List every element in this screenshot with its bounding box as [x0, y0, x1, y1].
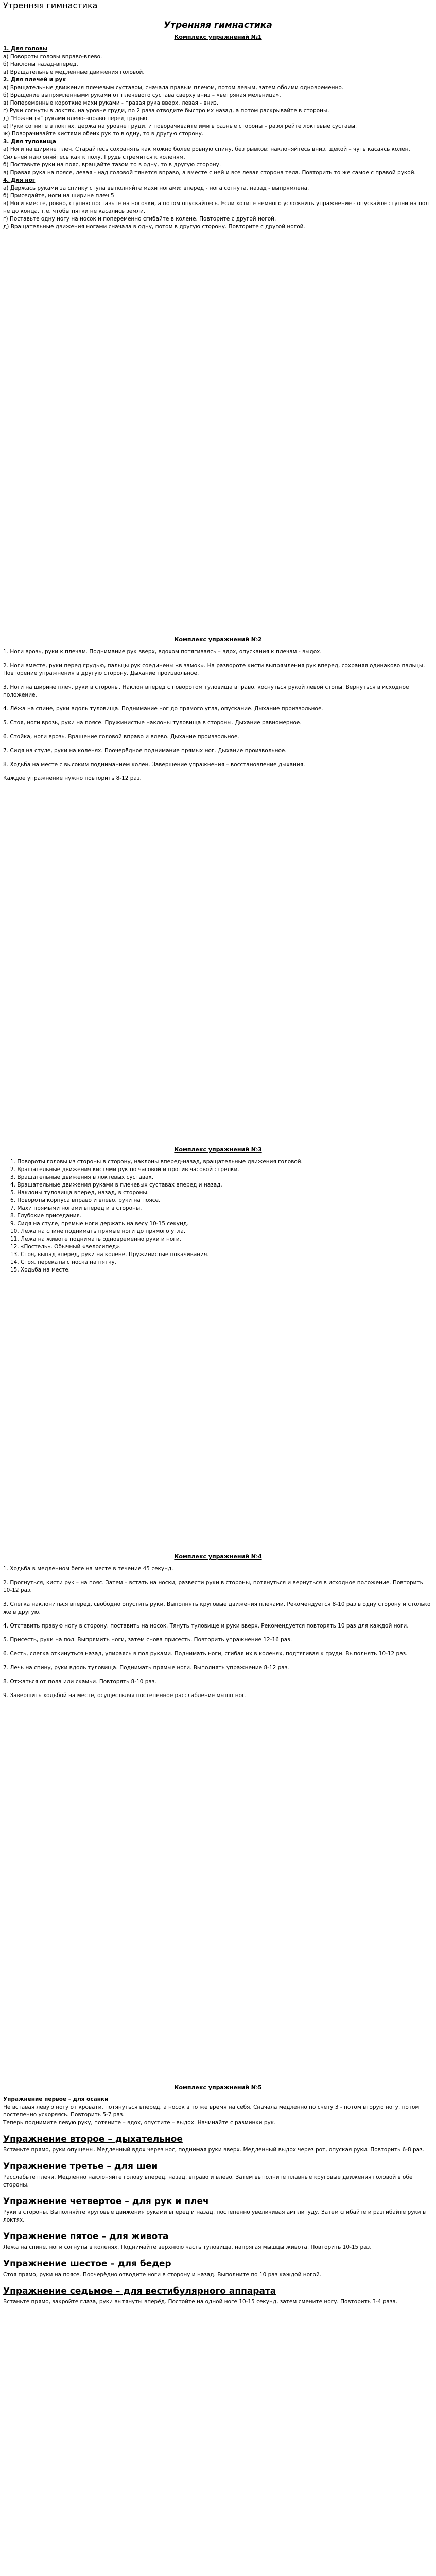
exercise-item: 12. «Постель». Обычный «велосипед». — [10, 1244, 121, 1250]
exercise-line: в) Вращательные медленные движения головой. — [3, 69, 145, 75]
exercise-item: 9. Завершить ходьбой на месте, осуществляя постепенное расслабление мышц ног. — [3, 1692, 247, 1699]
complex-3-heading: Комплекс упражнений №3 — [174, 1146, 262, 1153]
exercise-text: Повороты головы из стороны в сторону, наклоны вперед-назад, вращательные движения головой. — [17, 1159, 303, 1165]
exercise-text: Вращательные движения в локтевых суставах. — [17, 1174, 154, 1180]
exercise-item: 3. Ноги на ширине плеч, руки в стороны. Наклон вперед с поворотом туловища вправо, коснуться рукой левой стопы. Вернуться в исходное положение. — [3, 684, 409, 698]
exercise-paragraph: Стоя прямо, руки на поясе. Поочерёдно отводите ноги в сторону и назад. Выполните по 10 раз каждой ногой. — [3, 2272, 322, 2278]
exercise-line: в) Попеременные короткие махи руками - правая рука вверх, левая - вниз. — [3, 100, 219, 106]
exercise-text: Вращательные движения руками в плечевых суставах вперед и назад. — [17, 1182, 222, 1188]
exercise-item: 3. Слегка наклониться вперед, свободно опустить руки. Выполнять круговые движения плечами. Рекомендуется 8-10 раз в одну сторону и столько же в другую. — [3, 1601, 431, 1615]
exercise-line: в) Ноги вместе, ровно, ступню поставьте на носочки, а потом опускайтесь. Если хотите немного усложнить упражнение - опускайте ступни на пол не до конца, т.е. чтобы пятки не касались земли. — [3, 200, 429, 214]
subsection-heading: 3. Для туловища — [3, 139, 56, 145]
exercise-heading: Упражнение шестое – для бедер — [3, 2259, 171, 2269]
complex-1-body — [3, 45, 433, 231]
complex-4-heading: Комплекс упражнений №4 — [174, 1553, 262, 1560]
exercise-line: б) Приседайте, ноги на ширине плеч 5 — [3, 193, 114, 199]
exercise-text: Махи прямыми ногами вперед и в стороны. — [17, 1205, 142, 1211]
complex-3-body — [3, 1158, 433, 1274]
exercise-heading: Упражнение седьмое – для вестибулярного аппарата — [3, 2286, 276, 2296]
exercise-line: д) "Ножницы" руками влево-вправо перед грудью. — [3, 115, 149, 122]
exercise-line: б) Наклоны назад-вперед. — [3, 61, 78, 67]
exercise-item: 3. Вращательные движения в локтевых суставах. — [10, 1174, 154, 1180]
exercise-item: 4. Отставить правую ногу в сторону, поставить на носок. Тянуть туловище и руки вверх. Рекомендуется повторять 10 раз для каждой ноги. — [3, 1623, 409, 1629]
exercise-item: 1. Повороты головы из стороны в сторону, наклоны вперед-назад, вращательные движения головой. — [10, 1159, 303, 1165]
exercise-text: Наклоны туловища вперед, назад, в стороны. — [17, 1190, 149, 1196]
exercise-line: ж) Поворачивайте кистями обеих рук то в одну, то в другую сторону. — [3, 131, 204, 137]
exercise-item: 4. Вращательные движения руками в плечевых суставах вперед и назад. — [10, 1182, 222, 1188]
exercise-paragraph: Не вставая левую ногу от кровати, потянуться вперед, а носок в то же время на себя. Сначала медленно по счёту 3 - потом вторую ногу, потом постепенно ускоряясь. Повторить 5-7 раз. — [3, 2104, 420, 2118]
exercise-heading: Упражнение первое – для осанки — [3, 2096, 109, 2103]
exercise-text: Стоя, перекаты с носка на пятку. — [21, 1259, 116, 1265]
exercise-heading: Упражнение пятое – для живота — [3, 2231, 169, 2242]
complex-4-body — [3, 1565, 433, 1706]
complex-2-heading: Комплекс упражнений №2 — [174, 636, 262, 643]
subsection-heading: 2. Для плечей и рук — [3, 77, 66, 83]
exercise-line: г) Поставьте одну ногу на носок и попеременно сгибайте в колене. Повторите с другой ногой. — [3, 216, 276, 222]
complex-2-footer: Каждое упражнение нужно повторить 8-12 раз. — [3, 775, 142, 782]
exercise-text: Глубокие приседания. — [17, 1213, 82, 1219]
subsection-heading: 1. Для головы — [3, 46, 48, 52]
exercise-text: Повороты корпуса вправо и влево, руки на поясе. — [17, 1197, 161, 1204]
complex-1-heading: Комплекс упражнений №1 — [174, 33, 262, 40]
exercise-text: Ходьба на месте. — [21, 1267, 71, 1273]
exercise-item: 7. Сидя на стуле, руки на коленях. Поочерёдное поднимание прямых ног. Дыхание произвольное. — [3, 748, 287, 754]
exercise-line: б) Поставьте руки на пояс, вращайте тазом то в одну, то в другую сторону. — [3, 162, 221, 168]
exercise-paragraph: Встаньте прямо, руки опущены. Медленный вдох через нос, поднимая руки вверх. Медленный выдох через рот, опуская руки. Повторить 6-8 раз. — [3, 2147, 425, 2153]
exercise-item: 8. Глубокие приседания. — [10, 1213, 82, 1219]
complex-4-section — [3, 1553, 433, 2083]
exercise-item: 5. Стоя, ноги врозь, руки на поясе. Пружинистые наклоны туловища в стороны. Дыхание равномерное. — [3, 720, 302, 726]
exercise-line: в) Правая рука на поясе, левая - над головой тянется вправо, а вместе с ней и все левая сторона тела. Повторить то же самое с правой рукой. — [3, 170, 416, 176]
document-title: Утренняя гимнастика — [164, 20, 272, 30]
exercise-item: 2. Прогнуться, кисти рук – на пояс. Затем – встать на носки, развести руки в стороны, потянуться и вернуться в исходное положение. Повторить 10-12 раз. — [3, 1580, 423, 1594]
exercise-item: 1. Ноги врозь, руки к плечам. Поднимание рук вверх, вдохом потягиваясь – вдох, опускания к плечам - выдох. — [3, 649, 322, 655]
exercise-item: 1. Ходьба в медленном беге на месте в течение 45 секунд. — [3, 1566, 173, 1572]
exercise-item: 11. Лежа на животе поднимать одновременно руки и ноги. — [10, 1236, 181, 1242]
exercise-line: д) Вращательные движения ногами сначала в одну, потом в другую сторону. Повторите с другой ногой. — [3, 224, 305, 230]
exercise-item: 6. Сесть, слегка откинуться назад, упираясь в пол руками. Поднимать ноги, сгибая их в коленях, подтягивая к груди. Выполнять 10-12 раз. — [3, 1651, 408, 1657]
exercise-paragraph: Встаньте прямо, закройте глаза, руки вытянуты вперёд. Постойте на одной ноге 10-15 секунд, затем смените ногу. Повторить 3-4 раза. — [3, 2299, 398, 2305]
complex-5-body — [3, 2096, 433, 2312]
exercise-item: 15. Ходьба на месте. — [10, 1267, 71, 1273]
exercise-item: 10. Лежа на спине поднимать прямые ноги до прямого угла. — [10, 1228, 186, 1234]
complex-3-section — [3, 1146, 433, 1553]
exercise-paragraph: Руки в стороны. Выполняйте круговые движения руками вперёд и назад, постепенно увеличивая амплитуду. Затем сгибайте и разгибайте руки в локтях. — [3, 2209, 426, 2223]
exercise-text: «Постель». Обычный «велосипед». — [21, 1244, 121, 1250]
exercise-paragraph: Расслабьте плечи. Медленно наклоняйте голову вперёд, назад, вправо и влево. Затем выполните плавные круговые движения головой в обе стороны. — [3, 2174, 413, 2188]
exercise-line: а) Повороты головы вправо-влево. — [3, 54, 102, 60]
exercise-text: Сидя на стуле, прямые ноги держать на весу 10-15 секунд. — [17, 1221, 189, 1227]
exercise-item: 2. Вращательные движения кистями рук по часовой и против часовой стрелки. — [10, 1166, 239, 1173]
exercise-item: 7. Лечь на спину, руки вдоль туловища. Поднимать прямые ноги. Выполнять упражнение 8-12 раз. — [3, 1665, 289, 1671]
document-header: Утренняя гимнастика — [3, 1, 98, 10]
exercise-line: а) Держась руками за спинку стула выполняйте махи ногами: вперед - нога согнута, назад - выпрямлена. — [3, 185, 309, 191]
exercise-heading: Упражнение второе – дыхательное — [3, 2134, 183, 2144]
exercise-item: 5. Наклоны туловища вперед, назад, в стороны. — [10, 1190, 149, 1196]
subsection-heading: 4. Для ног — [3, 177, 36, 183]
exercise-item: 4. Лёжа на спине, руки вдоль туловища. Поднимание ног до прямого угла, опускание. Дыхание произвольное. — [3, 706, 323, 712]
complex-2-section — [3, 636, 433, 1146]
exercise-line: б) Вращение выпрямленными руками от плечевого сустава сверху вниз – «ветряная мельница». — [3, 92, 281, 98]
exercise-text: Лежа на животе поднимать одновременно руки и ноги. — [21, 1236, 181, 1242]
exercise-item: 8. Ходьба на месте с высоким подниманием колен. Завершение упражнения – восстановление дыхания. — [3, 761, 305, 768]
exercise-paragraph: Теперь поднимите левую руку, потяните – вдох, опустите – выдох. Начинайте с разминки рук. — [3, 2120, 276, 2126]
exercise-line: г) Руки согнуты в локтях, на уровне груди, по 2 раза отводите быстро их назад, а потом раскрывайте в стороны. — [3, 108, 329, 114]
exercise-item: 8. Отжаться от пола или скамьи. Повторять 8-10 раз. — [3, 1679, 156, 1685]
exercise-item: 7. Махи прямыми ногами вперед и в стороны. — [10, 1205, 142, 1211]
complex-5-section — [3, 2083, 433, 2576]
exercise-item: 2. Ноги вместе, руки перед грудью, пальцы рук соединены «в замок». На развороте кисти выпрямления рук вперед, сохраняя одинаково пальцы. Повторение упражнения в другую сторону. Дыхание произвольное. — [3, 663, 425, 676]
complex-1-section — [3, 33, 433, 636]
exercise-item: 9. Сидя на стуле, прямые ноги держать на весу 10-15 секунд. — [10, 1221, 189, 1227]
complex-2-body — [3, 648, 433, 783]
exercise-line: а) Вращательные движения плечевым суставом, сначала правым плечом, потом левым, затем обоими одновременно. — [3, 84, 344, 91]
exercise-line: е) Руки согните в локтях, держа на уровне груди, и поворачивайте ими в разные стороны – разогрейте локтевые суставы. — [3, 123, 357, 129]
exercise-text: Вращательные движения кистями рук по часовой и против часовой стрелки. — [17, 1166, 239, 1173]
exercise-paragraph: Лёжа на спине, ноги согнуты в коленях. Поднимайте верхнюю часть туловища, напрягая мышцы живота. Повторить 10-15 раз. — [3, 2244, 372, 2250]
exercise-item: 5. Присесть, руки на пол. Выпрямить ноги, затем снова присесть. Повторить упражнение 12-16 раз. — [3, 1637, 292, 1643]
exercise-item: 14. Стоя, перекаты с носка на пятку. — [10, 1259, 116, 1265]
exercise-heading: Упражнение третье – для шеи — [3, 2161, 158, 2172]
exercise-line: а) Ноги на ширине плеч. Старайтесь сохранять как можно более ровную спину, без рывков; наклоняйтесь вниз, щекой – чуть касаясь колен. Сильней наклоняйтесь как к полу. Грудь стремится к коленям. — [3, 146, 410, 160]
exercise-heading: Упражнение четвертое – для рук и плеч — [3, 2196, 209, 2207]
complex-5-heading: Комплекс упражнений №5 — [174, 2084, 262, 2091]
exercise-item: 13. Стоя, выпад вперед, руки на колене. Пружинистые покачивания. — [10, 1251, 209, 1258]
exercise-item: 6. Стойка, ноги врозь. Вращение головой вправо и влево. Дыхание произвольное. — [3, 734, 239, 740]
exercise-text: Стоя, выпад вперед, руки на колене. Пружинистые покачивания. — [21, 1251, 209, 1258]
exercise-item: 6. Повороты корпуса вправо и влево, руки на поясе. — [10, 1197, 161, 1204]
exercise-text: Лежа на спине поднимать прямые ноги до прямого угла. — [21, 1228, 186, 1234]
